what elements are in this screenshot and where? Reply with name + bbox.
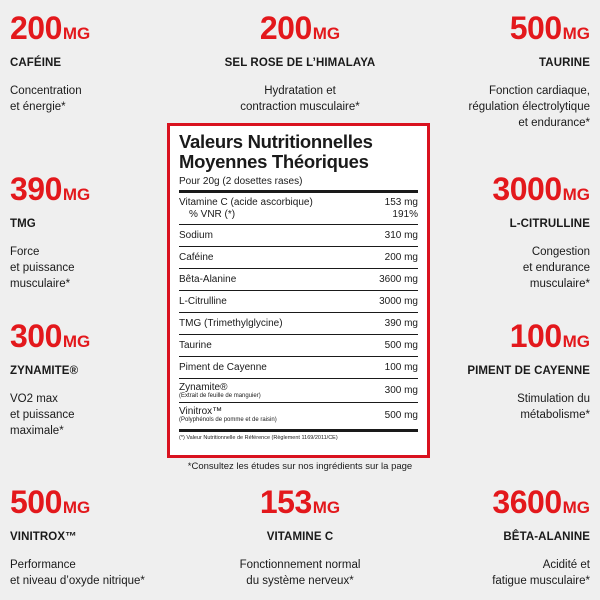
amount: 3600: [492, 484, 562, 520]
ingredient-desc: Acidité et fatigue musculaire*: [492, 559, 590, 587]
nutrition-row: Piment de Cayenne 100 mg: [179, 357, 418, 379]
amount: 500: [10, 484, 62, 520]
panel-footnote: (*) Valeur Nutritionnelle de Référence (Règlement 1169/2011/CE): [179, 429, 418, 441]
unit: MG: [562, 24, 590, 43]
ingredient-cafeine: [10, 12, 90, 115]
ingredient-desc: Hydratation et contraction musculaire*: [240, 85, 360, 113]
ingredient-piment-de-cayenne: [467, 320, 590, 423]
nutrition-row-vinitrox: Vinitrox™ (Polyphénols de pomme et de raisin) 500 mg: [179, 406, 418, 423]
nutrition-row: Caféine 200 mg: [179, 247, 418, 269]
ingredient-desc: Congestion et endurance musculaire*: [522, 246, 590, 290]
ingredient-desc: Performance et niveau d’oxyde nitrique*: [10, 559, 145, 587]
ingredient-name: PIMENT DE CAYENNE: [467, 365, 590, 377]
ingredient-tmg: [10, 173, 90, 292]
ingredient-name: TAURINE: [539, 57, 590, 69]
ingredient-desc: VO2 max et puissance maximale*: [10, 393, 75, 437]
nutrition-row: TMG (Trimethylglycine) 390 mg: [179, 313, 418, 335]
unit: MG: [62, 332, 91, 351]
amount: 300: [10, 318, 62, 354]
unit: MG: [62, 24, 91, 43]
nutrition-facts-panel: [167, 123, 430, 458]
studies-note: *Consultez les études sur nos ingrédients sur la page: [187, 461, 413, 472]
nutrition-row-vitamine-c: Vitamine C (acide ascorbique) % VNR (*) 153 mg 191%: [179, 193, 418, 225]
nutrition-row: Sodium 310 mg: [179, 225, 418, 247]
unit: MG: [562, 332, 590, 351]
ingredient-taurine: [469, 12, 590, 131]
amount: 3000: [492, 171, 562, 207]
ingredient-name: BÊTA-ALANINE: [503, 531, 590, 543]
amount: 153: [259, 484, 312, 520]
ingredient-zynamite: [10, 320, 90, 439]
unit: MG: [562, 185, 590, 204]
amount: 200: [10, 10, 62, 46]
ingredient-desc: Fonctionnement normal du système nerveux*: [239, 559, 361, 587]
ingredient-desc: Stimulation du métabolisme*: [517, 393, 590, 421]
panel-title: Valeurs Nutritionnelles Moyennes Théoriques: [179, 131, 373, 172]
amount: 200: [259, 10, 312, 46]
nutrition-row: L-Citrulline 3000 mg: [179, 291, 418, 313]
ingredient-vitamine-c: [165, 486, 435, 589]
ingredient-l-citrulline: [492, 173, 590, 292]
ingredient-name: ZYNAMITE®: [10, 365, 79, 377]
ingredient-name: TMG: [10, 218, 36, 230]
unit: MG: [62, 498, 91, 517]
ingredient-beta-alanine: [492, 486, 590, 589]
ingredient-name: CAFÉINE: [10, 57, 62, 69]
unit: MG: [312, 24, 341, 43]
nutrition-row: Taurine 500 mg: [179, 335, 418, 357]
nutrition-row-zynamite: Zynamite® (Extrait de feuille de manguier) 300 mg: [179, 379, 418, 403]
serving-size: Pour 20g (2 dosettes rases): [179, 176, 418, 193]
ingredient-desc: Force et puissance musculaire*: [10, 246, 75, 290]
ingredient-name: VINITROX™: [10, 531, 77, 543]
amount: 390: [10, 171, 62, 207]
ingredient-name: L-CITRULLINE: [509, 218, 590, 230]
amount: 500: [509, 10, 562, 46]
ingredient-sel-rose: [165, 12, 435, 115]
ingredient-desc: Fonction cardiaque, régulation électrolytique et endurance*: [468, 85, 590, 129]
amount: 100: [509, 318, 562, 354]
ingredient-name: VITAMINE C: [266, 531, 334, 543]
unit: MG: [312, 498, 341, 517]
ingredient-desc: Concentration et énergie*: [10, 85, 82, 113]
unit: MG: [562, 498, 590, 517]
ingredient-name: SEL ROSE DE L’HIMALAYA: [224, 57, 376, 69]
unit: MG: [62, 185, 91, 204]
nutrition-row: Bêta-Alanine 3600 mg: [179, 269, 418, 291]
ingredient-vinitrox: [10, 486, 145, 589]
